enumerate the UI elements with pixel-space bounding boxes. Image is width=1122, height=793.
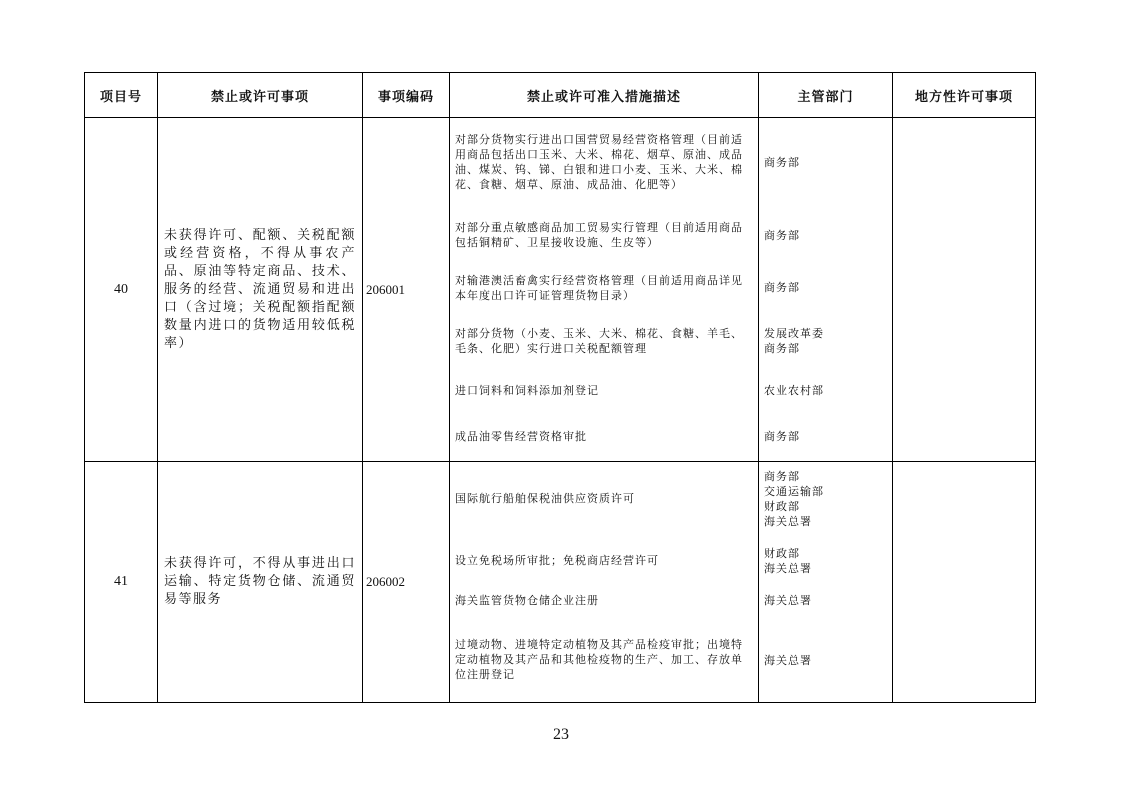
page-number: 23 xyxy=(553,726,569,743)
dept-text: 商务部 xyxy=(764,430,800,443)
measure-text: 过境动物、进境特定动植物及其产品检疫审批；出境特定动植物及其产品和其他检疫物的生产、加工、存放单位注册登记 xyxy=(455,638,743,681)
header-item: 禁止或许可事项 xyxy=(158,73,363,118)
row-number: 40 xyxy=(85,118,158,462)
dept-text: 农业农村部 xyxy=(764,384,824,397)
dept-text: 商务部 交通运输部 财政部 海关总署 xyxy=(764,470,824,528)
dept-text: 商务部 xyxy=(764,229,800,242)
dept-text: 财政部 海关总署 xyxy=(764,547,812,575)
header-local: 地方性许可事项 xyxy=(893,73,1036,118)
measure-text: 对部分货物（小麦、玉米、大米、棉花、食糖、羊毛、毛条、化肥）实行进口关税配额管理 xyxy=(455,327,743,355)
measure-text: 国际航行船舶保税油供应资质许可 xyxy=(455,492,635,505)
dept-text: 商务部 xyxy=(764,156,800,169)
table-row xyxy=(85,462,1036,703)
header-project-no: 项目号 xyxy=(85,73,158,118)
row-item: 未获得许可，不得从事进出口运输、特定货物仓储、流通贸易等服务 xyxy=(158,462,363,703)
row-depts xyxy=(759,462,893,703)
header-code: 事项编码 xyxy=(363,73,450,118)
table-row xyxy=(85,118,1036,462)
measure-text: 对输港澳活畜禽实行经营资格管理（目前适用商品详见本年度出口许可证管理货物目录） xyxy=(455,274,743,302)
header-row xyxy=(85,73,1036,118)
dept-text: 海关总署 xyxy=(764,594,812,607)
header-measure: 禁止或许可准入措施描述 xyxy=(450,73,759,118)
row-code: 206002 xyxy=(363,462,450,703)
header-dept: 主管部门 xyxy=(759,73,893,118)
measure-text: 对部分货物实行进出口国营贸易经营资格管理（目前适用商品包括出口玉米、大米、棉花、烟草、原油、成品油、煤炭、钨、锑、白银和进口小麦、玉米、大米、棉花、食糖、烟草、原油、成品油、化肥等） xyxy=(455,133,743,191)
row-local xyxy=(893,462,1036,703)
measure-text: 对部分重点敏感商品加工贸易实行管理（目前适用商品包括铜精矿、卫星接收设施、生皮等） xyxy=(455,221,743,249)
measure-text: 进口饲料和饲料添加剂登记 xyxy=(455,384,599,397)
dept-text: 商务部 xyxy=(764,281,800,294)
measure-text: 成品油零售经营资格审批 xyxy=(455,430,587,443)
row-depts xyxy=(759,118,893,462)
row-code: 206001 xyxy=(363,118,450,462)
row-measures xyxy=(450,118,759,462)
measure-text: 海关监管货物仓储企业注册 xyxy=(455,594,599,607)
measure-text: 设立免税场所审批；免税商店经营许可 xyxy=(455,554,659,567)
row-measures xyxy=(450,462,759,703)
permit-table xyxy=(84,72,1036,703)
row-number: 41 xyxy=(85,462,158,703)
row-item: 未获得许可、配额、关税配额或经营资格，不得从事农产品、原油等特定商品、技术、服务的经营、流通贸易和进出口（含过境；关税配额指配额数量内进口的货物适用较低税率） xyxy=(158,118,363,462)
dept-text: 海关总署 xyxy=(764,654,812,667)
row-local xyxy=(893,118,1036,462)
dept-text: 发展改革委 商务部 xyxy=(764,327,824,355)
